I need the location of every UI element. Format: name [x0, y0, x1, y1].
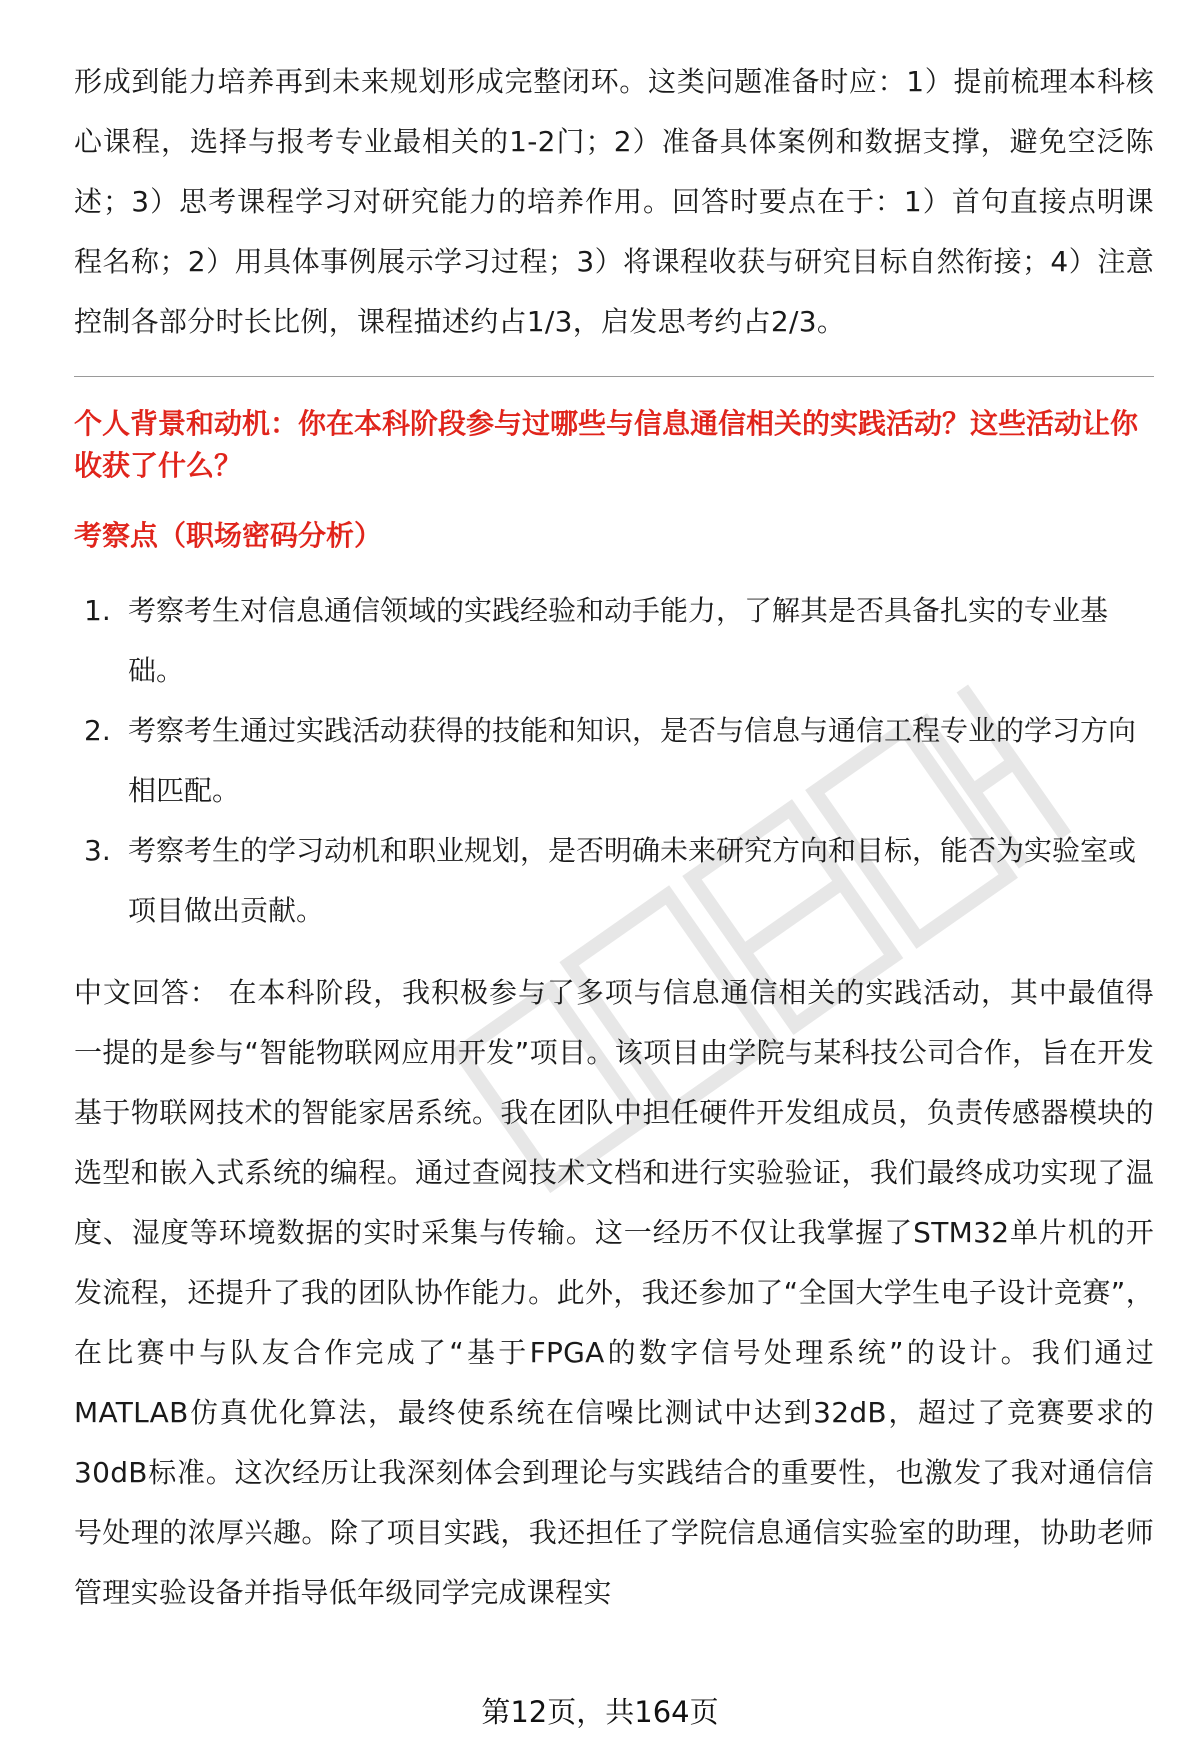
list-item-number: 1. [84, 594, 111, 627]
list-item-text: 考察考生通过实践活动获得的技能和知识，是否与信息与通信工程专业的学习方向相匹配。 [128, 714, 1137, 807]
main-content [74, 52, 1154, 1623]
answer-paragraph: 中文回答： 在本科阶段，我积极参与了多项与信息通信相关的实践活动，其中最值得一提的是参与“智能物联网应用开发”项目。该项目由学院与某科技公司合作，旨在开发基于物联网技术的智能家居系统。我在团队中担任硬件开发组成员，负责传感器模块的选型和嵌入式系统的编程。通过查阅技术文档和进行实验验证，我们最终成功实现了温度、湿度等环境数据的实时采集与传输。这一经历不仅让我掌握了STM32单片机的开发流程，还提升了我的团队协作能力。此外，我还参加了“全国大学生电子设计竞赛”，在比赛中与队友合作完成了“基于FPGA的数字信号处理系统”的设计。我们通过MATLAB仿真优化算法，最终使系统在信噪比测试中达到32dB，超过了竞赛要求的30dB标准。这次经历让我深刻体会到理论与实践结合的重要性，也激发了我对通信信号处理的浓厚兴趣。除了项目实践，我还担任了学院信息通信实验室的助理，协助老师管理实验设备并指导低年级同学完成课程实 [74, 976, 1154, 1609]
analysis-list [74, 581, 1154, 941]
list-item [74, 701, 1154, 821]
list-item-number: 2. [84, 714, 111, 747]
list-item [74, 581, 1154, 701]
list-item [74, 821, 1154, 941]
question-heading: 个人背景和动机：你在本科阶段参与过哪些与信息通信相关的实践活动？这些活动让你收获了什么？ [74, 407, 1139, 482]
analysis-heading: 考察点（职场密码分析） [74, 519, 383, 552]
page-footer: 第12页，共164页 [481, 1695, 719, 1729]
intro-paragraph: 形成到能力培养再到未来规划形成完整闭环。这类问题准备时应：1）提前梳理本科核心课程，选择与报考专业最相关的1-2门；2）准备具体案例和数据支撑，避免空泛陈述；3）思考课程学习对研究能力的培养作用。回答时要点在于：1）首句直接点明课程名称；2）用具体事例展示学习过程；3）将课程收获与研究目标自然衔接；4）注意控制各部分时长比例，课程描述约占1/3，启发思考约占2/3。 [74, 65, 1154, 338]
list-item-number: 3. [84, 834, 111, 867]
list-item-text: 考察考生的学习动机和职业规划，是否明确未来研究方向和目标，能否为实验室或项目做出贡献。 [128, 834, 1137, 927]
list-item-text: 考察考生对信息通信领域的实践经验和动手能力，了解其是否具备扎实的专业基础。 [128, 594, 1109, 687]
section-divider [74, 376, 1154, 377]
